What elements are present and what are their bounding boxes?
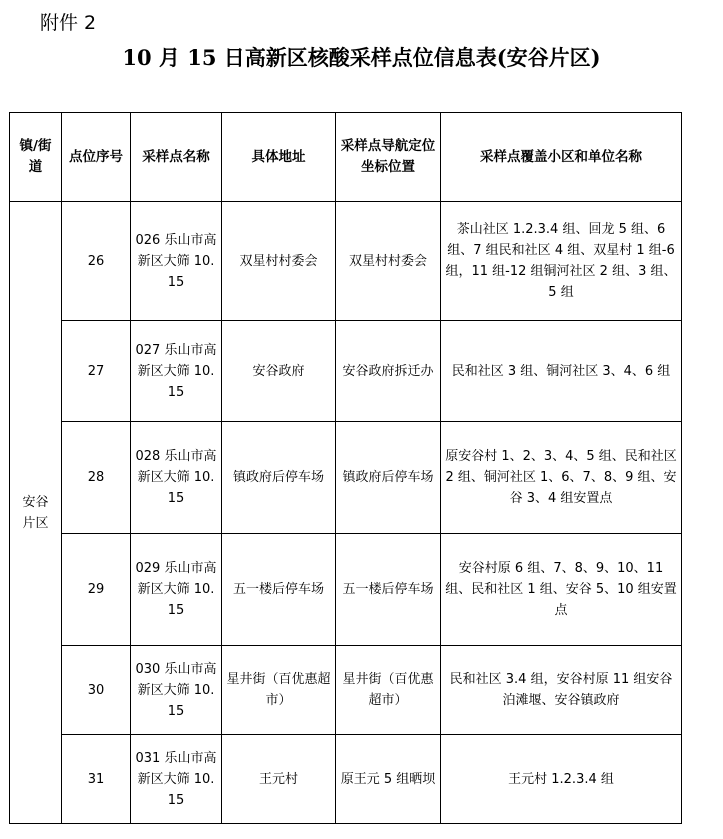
region-cell: 安谷片区 [10,202,62,824]
nav-location-cell: 原王元 5 组晒坝 [336,735,441,824]
table-row [10,646,682,735]
column-header-site-number: 点位序号 [62,113,131,202]
attachment-label: 附件 2 [40,12,97,34]
address-cell: 双星村村委会 [222,202,336,321]
site-name-cell: 028 乐山市高新区大筛 10.15 [131,422,222,534]
nav-location-cell: 星井街（百优惠超市） [336,646,441,735]
column-header-district: 镇/街道 [10,113,62,202]
site-name-cell: 029 乐山市高新区大筛 10.15 [131,534,222,646]
column-header-site-name: 采样点名称 [131,113,222,202]
address-cell: 王元村 [222,735,336,824]
site-number-cell: 26 [62,202,131,321]
nav-location-cell: 镇政府后停车场 [336,422,441,534]
site-number-cell: 29 [62,534,131,646]
table-row [10,534,682,646]
site-name-cell: 031 乐山市高新区大筛 10.15 [131,735,222,824]
address-cell: 镇政府后停车场 [222,422,336,534]
site-number-cell: 30 [62,646,131,735]
coverage-cell: 民和社区 3.4 组，安谷村原 11 组安谷泊滩堰、安谷镇政府 [441,646,682,735]
coverage-cell: 安谷村原 6 组、7、8、9、10、11 组、民和社区 1 组、安谷 5、10 组安置点 [441,534,682,646]
address-cell: 安谷政府 [222,321,336,422]
coverage-cell: 茶山社区 1.2.3.4 组、回龙 5 组、6 组、7 组民和社区 4 组、双星村 1 组-6 组，11 组-12 组铜河社区 2 组、3 组、5 组 [441,202,682,321]
coverage-cell: 民和社区 3 组、铜河社区 3、4、6 组 [441,321,682,422]
site-number-cell: 31 [62,735,131,824]
page-title: 10 月 15 日高新区核酸采样点位信息表(安谷片区) [122,45,601,70]
nav-location-cell: 安谷政府拆迁办 [336,321,441,422]
sampling-sites-table [9,112,682,824]
site-name-cell: 030 乐山市高新区大筛 10.15 [131,646,222,735]
site-number-cell: 28 [62,422,131,534]
nav-location-cell: 双星村村委会 [336,202,441,321]
nav-location-cell: 五一楼后停车场 [336,534,441,646]
table-row [10,735,682,824]
table-row [10,202,682,321]
table-header-row [10,113,682,202]
column-header-nav-location: 采样点导航定位坐标位置 [336,113,441,202]
address-cell: 星井街（百优惠超市） [222,646,336,735]
site-name-cell: 027 乐山市高新区大筛 10.15 [131,321,222,422]
coverage-cell: 王元村 1.2.3.4 组 [441,735,682,824]
column-header-coverage: 采样点覆盖小区和单位名称 [441,113,682,202]
table-row [10,321,682,422]
site-name-cell: 026 乐山市高新区大筛 10.15 [131,202,222,321]
site-number-cell: 27 [62,321,131,422]
column-header-address: 具体地址 [222,113,336,202]
address-cell: 五一楼后停车场 [222,534,336,646]
coverage-cell: 原安谷村 1、2、3、4、5 组、民和社区 2 组、铜河社区 1、6、7、8、9 组、安谷 3、4 组安置点 [441,422,682,534]
table-row [10,422,682,534]
